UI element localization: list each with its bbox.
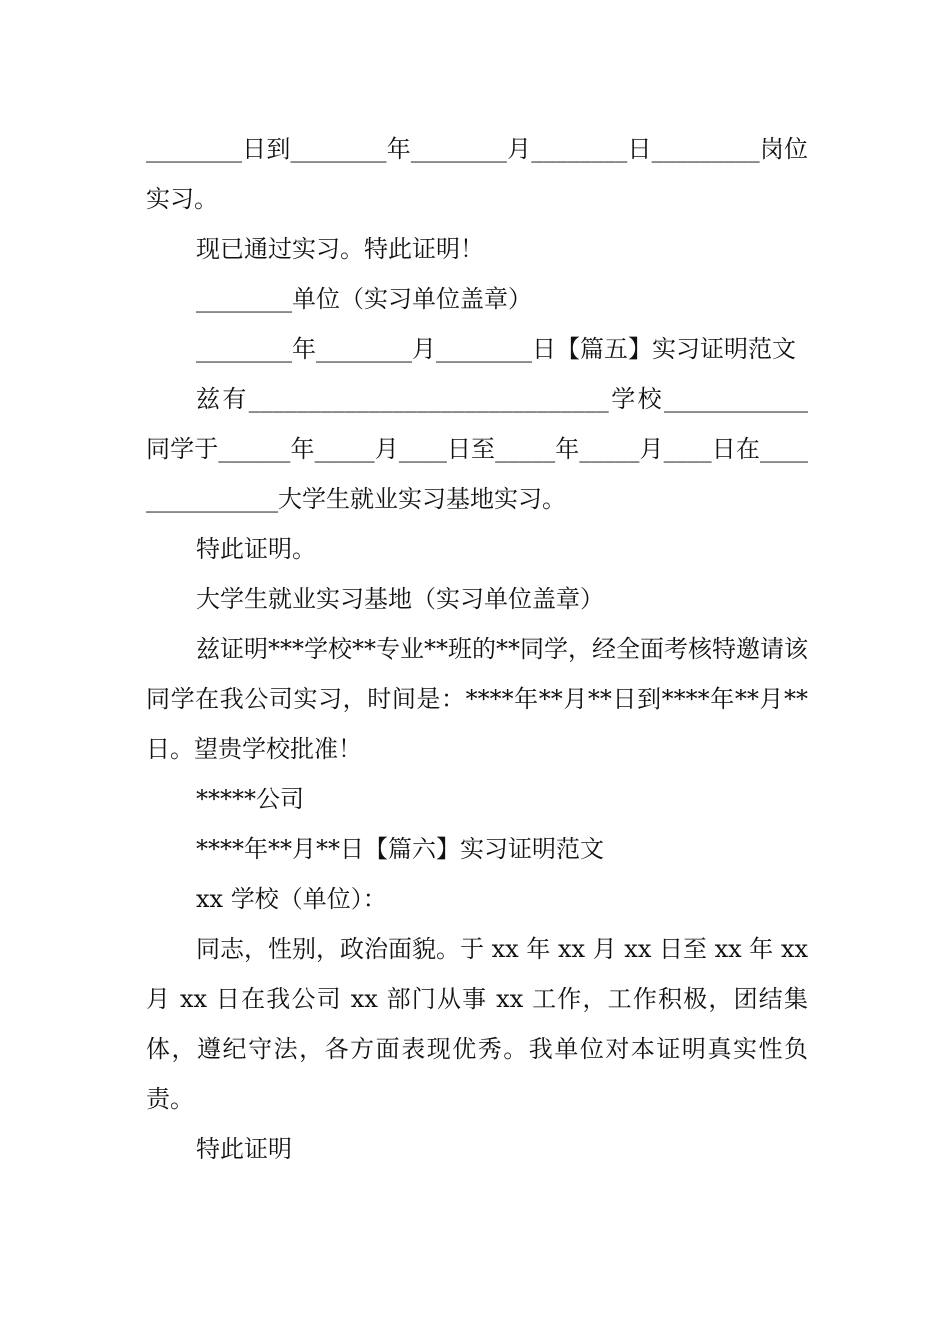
paragraph-date-range: ________日到________年________月________日_________岗位实习。 (146, 135, 808, 213)
paragraph-base-seal: 大学生就业实习基地（实习单位盖章） (196, 585, 604, 613)
paragraph-student-internship: 兹有______________________________学校____________同学于______年_____月____日至_____年_____月____日在_______________大学生就业实习基地实习。 (146, 385, 808, 513)
paragraph-unit-seal: ________单位（实习单位盖章） (196, 285, 532, 313)
document-body (146, 124, 808, 1174)
paragraph-passed-internship: 现已通过实习。特此证明！ (196, 235, 484, 263)
paragraph-company-name: *****公司 (196, 785, 304, 813)
paragraph-date-article-five-title: ________年________月________日【篇五】实习证明范文 (196, 335, 796, 363)
paragraph-work-performance: 同志，性别，政治面貌。于 xx 年 xx 月 xx 日至 xx 年 xx 月 xx 日在我公司 xx 部门从事 xx 工作，工作积极，团结集体，遵纪守法，各方面表现优秀。我单位对本证明真实性负责。 (146, 935, 809, 1113)
paragraph-school-salutation: xx 学校（单位）： (196, 885, 387, 913)
paragraph-closing-certify: 特此证明 (196, 1135, 292, 1163)
paragraph-invitation-certificate: 兹证明***学校**专业**班的**同学，经全面考核特邀请该同学在我公司实习，时间是：****年**月**日到****年**月**日。望贵学校批准！ (146, 635, 808, 763)
paragraph-hereby-certify: 特此证明。 (196, 535, 316, 563)
paragraph-date-article-six-title: ****年**月**日【篇六】实习证明范文 (196, 835, 604, 863)
